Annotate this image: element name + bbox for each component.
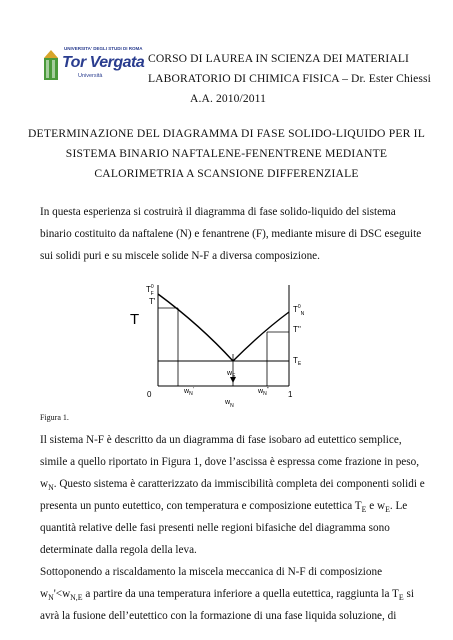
body-line-5: quantità relative delle fasi presenti nelle regioni bifasiche del diagramma sono (40, 522, 390, 534)
logo-university-top: UNIVERSITA' DEGLI STUDI DI ROMA (64, 46, 143, 51)
x-axis-label: $w_N$ (225, 399, 234, 409)
label-t-prime: T' (149, 297, 156, 306)
academic-year: A.A. 2010/2011 (190, 92, 267, 105)
course-name: CORSO DI LAUREA IN SCIENZA DEI MATERIALI (148, 52, 409, 65)
tick-w-n-double-prime: $w_N''$ (258, 387, 269, 397)
tick-1: 1 (288, 390, 293, 399)
y-axis-label: T (130, 311, 140, 328)
lab-name: LABORATORIO DI CHIMICA FISICA – Dr. Ester Chiessi (148, 72, 431, 85)
title-line-1: DETERMINAZIONE DEL DIAGRAMMA DI FASE SOLIDO-LIQUIDO PER IL (27, 127, 426, 140)
body-line-7: Sottoponendo a riscaldamento la miscela meccanica di N-F di composizione (40, 566, 383, 578)
body-line-1: Il sistema N-F è descritto da un diagramma di fase isobaro ad eutettico semplice, (40, 434, 402, 446)
label-t-f-0: $T^0$ F (146, 284, 154, 297)
intro-line-3: sui solidi puri e su miscele solide N-F a diversa composizione. (40, 250, 320, 262)
label-t-e: $T_E$ (293, 356, 302, 367)
label-w-e: $w_E$ (227, 370, 236, 379)
label-t-double-prime: T'' (293, 325, 301, 334)
liquidus-curve-right (233, 312, 289, 361)
title-line-3: CALORIMETRIA A SCANSIONE DIFFERENZIALE (94, 167, 359, 180)
body-line-8: $w_N'<w_{N,E}$ a partire da una temperatura inferiore a quella eutettica, raggiunta la $T_E$ si (40, 588, 414, 603)
tick-w-n-prime: $w_N'$ (184, 387, 194, 397)
logo-sub: Università (78, 73, 103, 79)
liquidus-curve-left (158, 294, 233, 361)
body-line-6: determinate dalla regola della leva. (40, 544, 197, 556)
tick-0: 0 (147, 390, 152, 399)
body-line-3: $w_N$. Questo sistema è caratterizzato da immiscibilità completa dei componenti solidi e (40, 478, 425, 493)
title-line-2: SISTEMA BINARIO NAFTALENE-FENENTRENE MEDIANTE (65, 147, 388, 160)
body-line-9: avrà la fusione dell’eutettico con la formazione di una fase liquida soluzione, di (40, 610, 397, 622)
intro-line-1: In questa esperienza si costruirà il diagramma di fase solido-liquido del sistema (40, 206, 396, 218)
figure-caption: Figura 1. (40, 413, 69, 422)
phase-diagram-figure (0, 280, 453, 410)
body-line-2: simile a quello riportato in Figura 1, dove l’ascissa è espressa come frazione in peso, (40, 456, 420, 468)
intro-line-2: binario costituito da naftalene (N) e fenantrene (F), mediante misure di DSC eseguite (40, 228, 422, 240)
logo-name: Tor Vergata (62, 54, 145, 71)
body-line-4: presenta un punto eutettico, con temperatura e composizione eutettica $T_E$ e $w_E$. Le (40, 500, 408, 515)
label-t-n-0: $T^0_N$ (293, 304, 305, 317)
